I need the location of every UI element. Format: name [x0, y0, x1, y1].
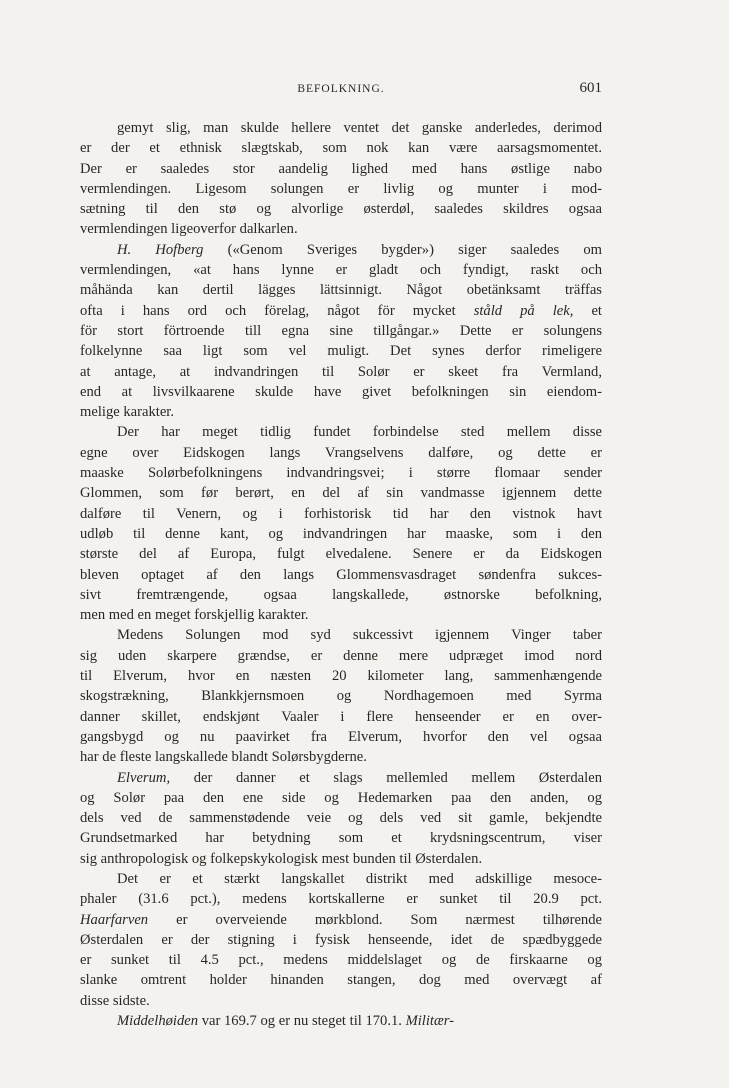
text-run: at antage, at indvandringen til Solør er skeet fra Vermland,	[80, 363, 602, 380]
text-line	[80, 808, 602, 828]
text-line	[80, 869, 602, 889]
text-line	[80, 565, 602, 585]
paragraph	[80, 768, 602, 869]
text-line	[80, 260, 602, 280]
italic-run: Militær-	[405, 1013, 454, 1030]
text-run: danner skillet, endskjønt Vaaler i flere henseender er en over-	[80, 708, 602, 725]
text-run: men med en meget forskjellig karakter.	[80, 607, 309, 624]
text-line	[80, 747, 602, 767]
running-head	[80, 80, 602, 100]
text-run: («Genom Sveriges bygder») siger saaledes om	[203, 241, 602, 258]
text-line	[80, 666, 602, 686]
paragraph	[80, 118, 602, 240]
text-line	[80, 321, 602, 341]
text-run: sig uden skarpere grændse, er denne mere udpræget imod nord	[80, 647, 602, 664]
text-line	[80, 605, 602, 625]
text-line	[80, 727, 602, 747]
text-line	[80, 362, 602, 382]
text-run: disse sidste.	[80, 992, 150, 1009]
text-run: maaske Solørbefolkningens indvandringsvei; i større flomaar sender	[80, 465, 602, 482]
text-run: end at livsvilkaarene skulde have givet befolkningen sin eiendom-	[80, 383, 602, 400]
text-run: der danner et slags mellemled mellem Østerdalen	[170, 769, 602, 786]
text-run: Østerdalen er der stigning i fysisk henseende, idet de spædbyggede	[80, 931, 602, 948]
text-run: udløb til denne kant, og indvandringen har maaske, som i den	[80, 525, 602, 542]
text-line	[80, 1011, 602, 1031]
text-run: vermlendingen ligeoverfor dalkarlen.	[80, 221, 298, 238]
text-line	[80, 788, 602, 808]
text-line	[80, 159, 602, 179]
text-run: sætning til den stø og alvorlige østerdøl, saaledes skildres ogsaa	[80, 201, 602, 218]
text-run: ofta i hans ord och förelag, något för mycket	[80, 302, 474, 319]
text-run: gemyt slig, man skulde hellere ventet det ganske anderledes, derimod	[117, 120, 602, 136]
text-run: sig anthropologisk og folkepskykologisk mest bunden til Østerdalen.	[80, 850, 483, 867]
text-run: Glommen, som før berørt, en del af sin vandmasse igjennem dette	[80, 485, 602, 502]
text-run: folkelynne saa ligt som vel muligt. Det synes derfor rimeligere	[80, 343, 602, 360]
text-run: er overveiende mørkblond. Som nærmest tilhørende	[148, 911, 602, 928]
text-line	[80, 422, 602, 442]
text-line	[80, 625, 602, 645]
text-line	[80, 585, 602, 605]
text-run: bleven optaget af den langs Glommensvasdraget søndenfra sukces-	[80, 566, 602, 583]
text-run: dels ved de sammenstødende veie og dels ved sit gamle, bekjendte	[80, 810, 602, 827]
text-run: og Solør paa den ene side og Hedemarken paa den anden, og	[80, 789, 602, 806]
text-line	[80, 889, 602, 909]
text-run: gangsbygd og nu paavirket fra Elverum, hvorfor den vel ogsaa	[80, 728, 602, 745]
text-line	[80, 524, 602, 544]
text-line	[80, 544, 602, 564]
text-run: var 169.7 og er nu steget til 170.1.	[198, 1013, 406, 1030]
text-run: dalføre til Venern, og i forhistorisk tid har den vistnok havt	[80, 505, 602, 522]
text-run: för stort förtroende till egna sine tillgångar.» Dette er solungens	[80, 322, 602, 339]
text-run: phaler (31.6 pct.), medens kortskallerne er sunket til 20.9 pct.	[80, 891, 602, 908]
text-line	[80, 199, 602, 219]
text-run: Der har meget tidlig fundet forbindelse sted mellem disse	[117, 424, 602, 441]
text-line	[80, 970, 602, 990]
text-run: har de fleste langskallede blandt Solørsbygderne.	[80, 749, 367, 766]
text-line	[80, 707, 602, 727]
paragraph	[80, 869, 602, 1011]
text-line	[80, 950, 602, 970]
text-line	[80, 219, 602, 239]
text-line	[80, 138, 602, 158]
text-line	[80, 382, 602, 402]
text-run: er der et ethnisk slægtskab, som nok kan være aarsagsmomentet.	[80, 140, 602, 157]
text-run: Grundsetmarked har betydning som et krydsningscentrum, viser	[80, 830, 602, 847]
running-title: BEFOLKNING.	[297, 83, 385, 95]
paragraph	[80, 625, 602, 767]
italic-run: Middelhøiden	[117, 1013, 199, 1030]
text-line	[80, 910, 602, 930]
italic-run: ståld på lek,	[473, 302, 574, 319]
text-line	[80, 118, 602, 138]
text-line	[80, 930, 602, 950]
text-run: måhända kan dertil lägges lättsinnigt. Något obetänksamt träffas	[80, 282, 602, 299]
text-line	[80, 402, 602, 422]
text-line	[80, 301, 602, 321]
text-line	[80, 179, 602, 199]
text-line	[80, 341, 602, 361]
text-run: slanke omtrent holder hinanden stangen, dog med overvægt af	[80, 972, 602, 989]
text-line	[80, 991, 602, 1011]
text-line	[80, 646, 602, 666]
page-number: 601	[579, 80, 602, 96]
text-run: Medens Solungen mod syd sukcessivt igjennem Vinger taber	[117, 627, 602, 644]
text-line	[80, 443, 602, 463]
text-run: et	[573, 302, 602, 319]
text-line	[80, 504, 602, 524]
italic-run: Haarfarven	[80, 911, 149, 928]
italic-run: Elverum,	[117, 769, 171, 786]
text-run: til Elverum, hvor en næsten 20 kilometer lang, sammenhængende	[80, 668, 602, 685]
paragraph	[80, 1011, 602, 1031]
text-run: skogstrækning, Blankkjernsmoen og Nordhagemoen med Syrma	[80, 688, 602, 705]
text-run: sivt fremtrængende, ogsaa langskallede, østnorske befolkning,	[80, 586, 602, 603]
text-line	[80, 240, 602, 260]
text-run: melige karakter.	[80, 404, 175, 421]
text-line	[80, 768, 602, 788]
text-line	[80, 828, 602, 848]
text-line	[80, 280, 602, 300]
text-run: Der er saaledes stor aandelig lighed med hans østlige nabo	[80, 160, 602, 177]
text-run: vermlendingen, «at hans lynne er gladt och fyndigt, raskt och	[80, 262, 602, 279]
text-run: Det er et stærkt langskallet distrikt med adskillige mesoce-	[117, 870, 602, 887]
paragraph	[80, 240, 602, 423]
paragraph	[80, 422, 602, 625]
italic-run: H. Hofberg	[117, 241, 204, 258]
text-run: vermlendingen. Ligesom solungen er livlig og munter i mod-	[80, 180, 602, 197]
text-line	[80, 463, 602, 483]
text-run: største del af Europa, fulgt elvedalene. Senere er da Eidskogen	[80, 546, 602, 563]
body-text	[80, 118, 602, 1031]
text-run: er sunket til 4.5 pct., medens middelslaget og de firskaarne og	[80, 952, 602, 969]
text-run: egne over Eidskogen langs Vrangselvens dalføre, og dette er	[80, 444, 602, 461]
text-line	[80, 483, 602, 503]
text-line	[80, 849, 602, 869]
text-line	[80, 686, 602, 706]
